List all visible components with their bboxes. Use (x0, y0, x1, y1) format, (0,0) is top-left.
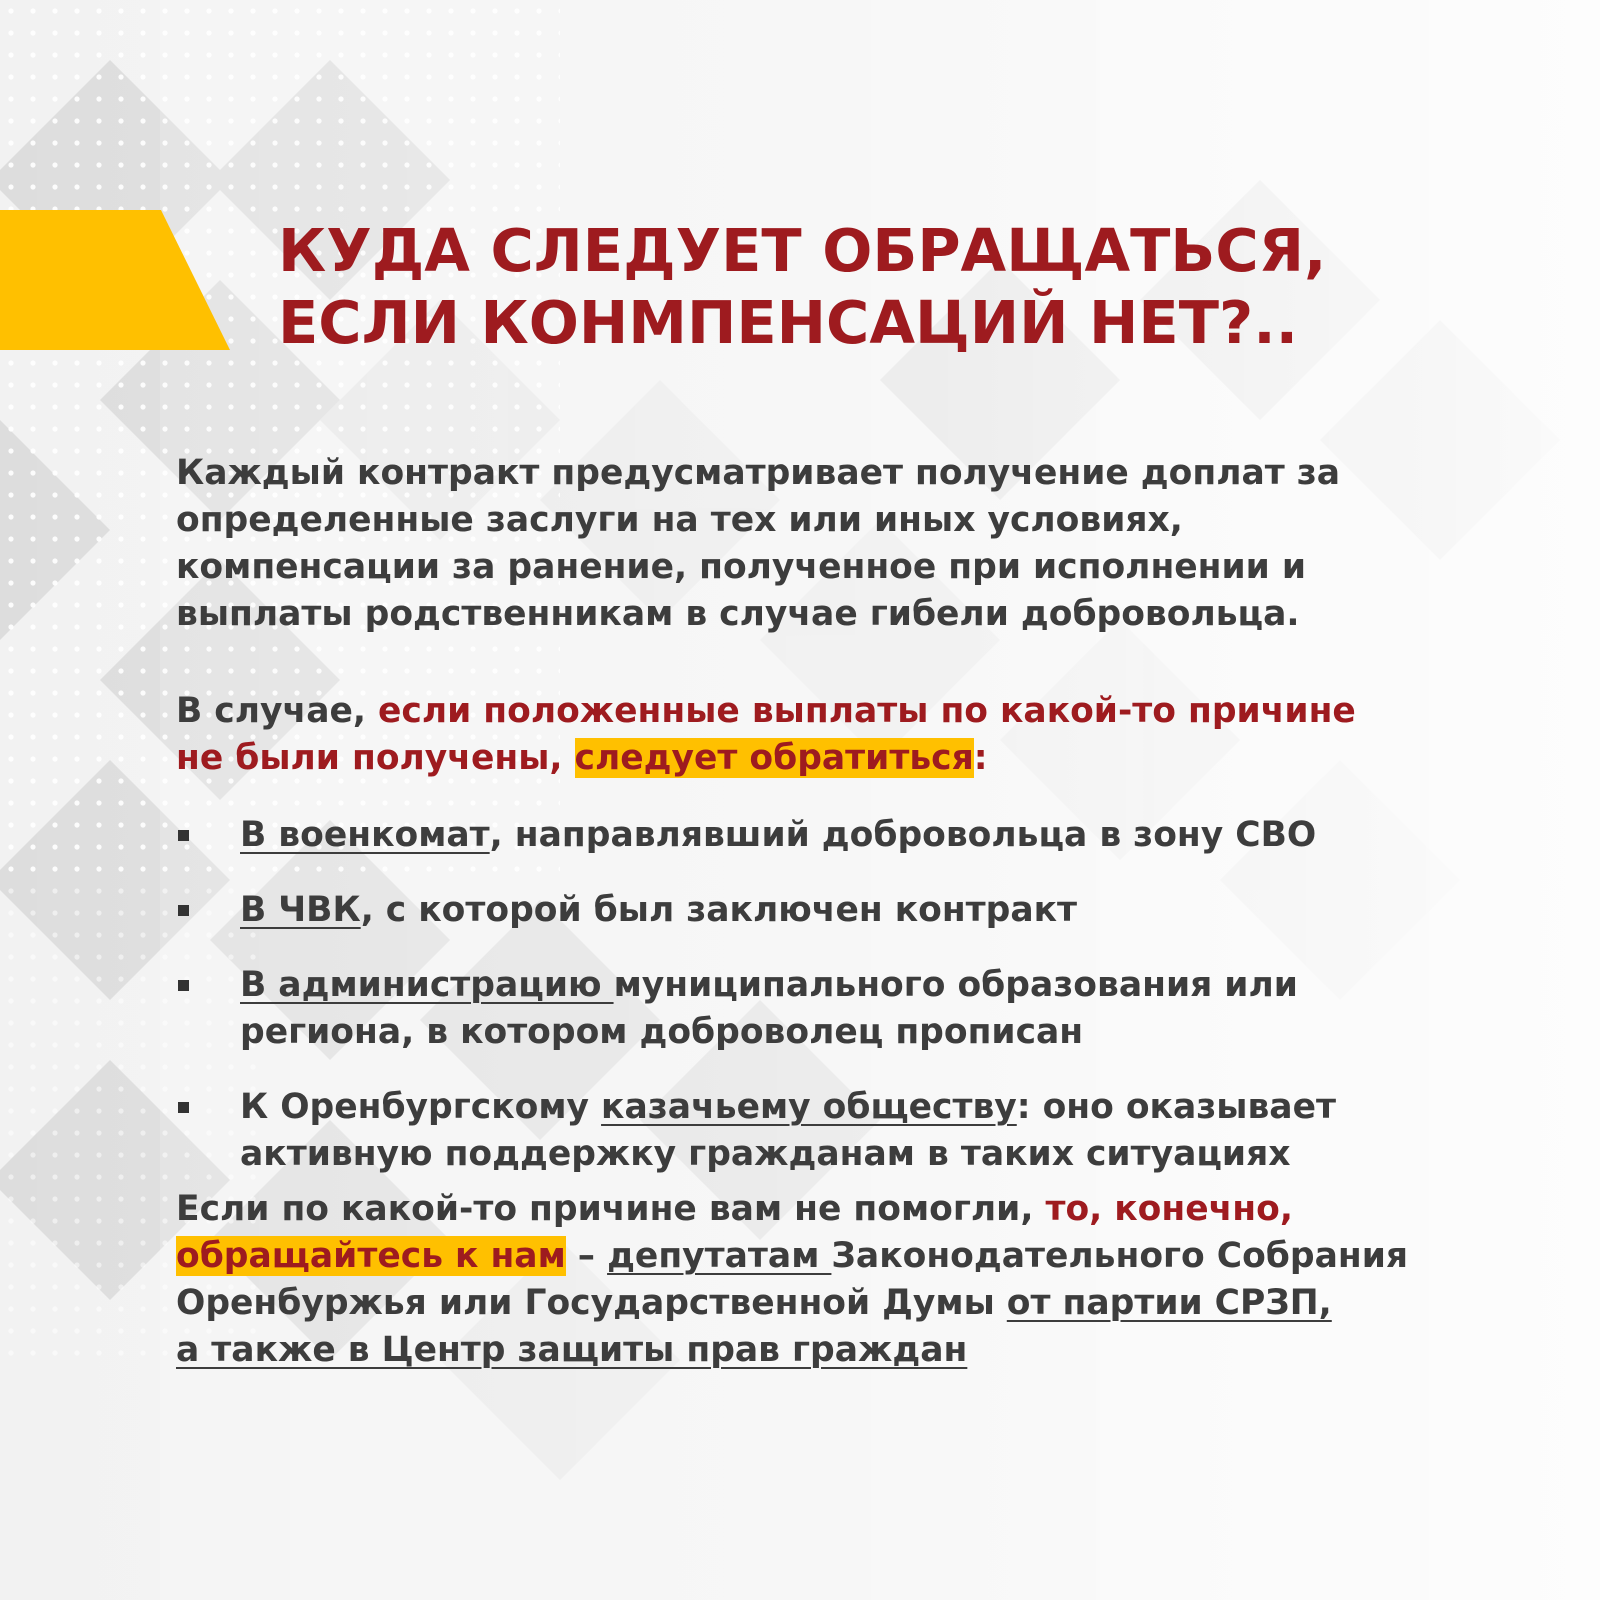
closing-party-underlined: от партии СРЗП, (1006, 1283, 1332, 1323)
bullet-1-text: , направлявший добровольца в зону СВО (489, 815, 1317, 855)
bullet-4-underlined: казачьему обществу (601, 1087, 1017, 1127)
bullet-3-text: муниципального образования или (613, 965, 1298, 1005)
recipients-list (176, 812, 1466, 1178)
case-prefix: В случае, (176, 691, 378, 731)
bullet-2-underlined: В ЧВК (240, 890, 361, 930)
bullet-square-icon (178, 905, 189, 916)
title-line-1: КУДА СЛЕДУЕТ ОБРАЩАТЬСЯ, (278, 216, 1327, 285)
intro-line-4: выплаты родственникам в случае гибели добровольца. (176, 594, 1300, 634)
intro-line-3: компенсации за ранение, полученное при исполнении и (176, 547, 1307, 587)
closing-dash: – (565, 1236, 608, 1276)
intro-paragraph (176, 450, 1466, 638)
list-item (176, 1084, 1466, 1178)
list-item (176, 962, 1466, 1056)
page-title (278, 215, 1428, 359)
closing-highlight: обращайтесь к нам (176, 1236, 566, 1276)
case-paragraph (176, 688, 1466, 782)
bullet-square-icon (178, 830, 189, 841)
closing-line-1-red: то, конечно, (1045, 1189, 1293, 1229)
bullet-4-line-2: активную поддержку гражданам в таких ситуациях (240, 1134, 1291, 1174)
case-suffix: : (973, 738, 988, 778)
bullet-square-icon (178, 1102, 189, 1113)
title-line-2: ЕСЛИ КОНМПЕНСАЦИЙ НЕТ?.. (278, 288, 1299, 357)
bullet-4-text: : оно оказывает (1016, 1087, 1336, 1127)
intro-line-2: определенные заслуги на тех или иных условиях, (176, 500, 1183, 540)
closing-line-3: Оренбуржья или Государственной Думы (176, 1283, 1007, 1323)
closing-deputies-underlined: депутатам (607, 1236, 832, 1276)
bullet-4-prefix: К Оренбургскому (240, 1087, 602, 1127)
closing-paragraph (176, 1186, 1466, 1374)
closing-line-2-rest: Законодательного Собрания (831, 1236, 1409, 1276)
closing-center-underlined: а также в Центр защиты прав граждан (176, 1330, 968, 1370)
bullet-1-underlined: В военкомат (240, 815, 490, 855)
bullet-square-icon (178, 980, 189, 991)
list-item (176, 887, 1466, 934)
case-highlight: следует обратиться (574, 738, 974, 778)
intro-line-1: Каждый контракт предусматривает получение доплат за (176, 453, 1341, 493)
bullet-3-line-2: региона, в котором доброволец прописан (240, 1012, 1084, 1052)
case-red-line-2: не были получены, (176, 738, 575, 778)
list-item (176, 812, 1466, 859)
case-red-line-1: если положенные выплаты по какой-то причине (378, 691, 1356, 731)
bullet-3-underlined: В администрацию (240, 965, 614, 1005)
bullet-2-text: , с которой был заключен контракт (360, 890, 1078, 930)
closing-line-1: Если по какой-то причине вам не помогли, (176, 1189, 1046, 1229)
